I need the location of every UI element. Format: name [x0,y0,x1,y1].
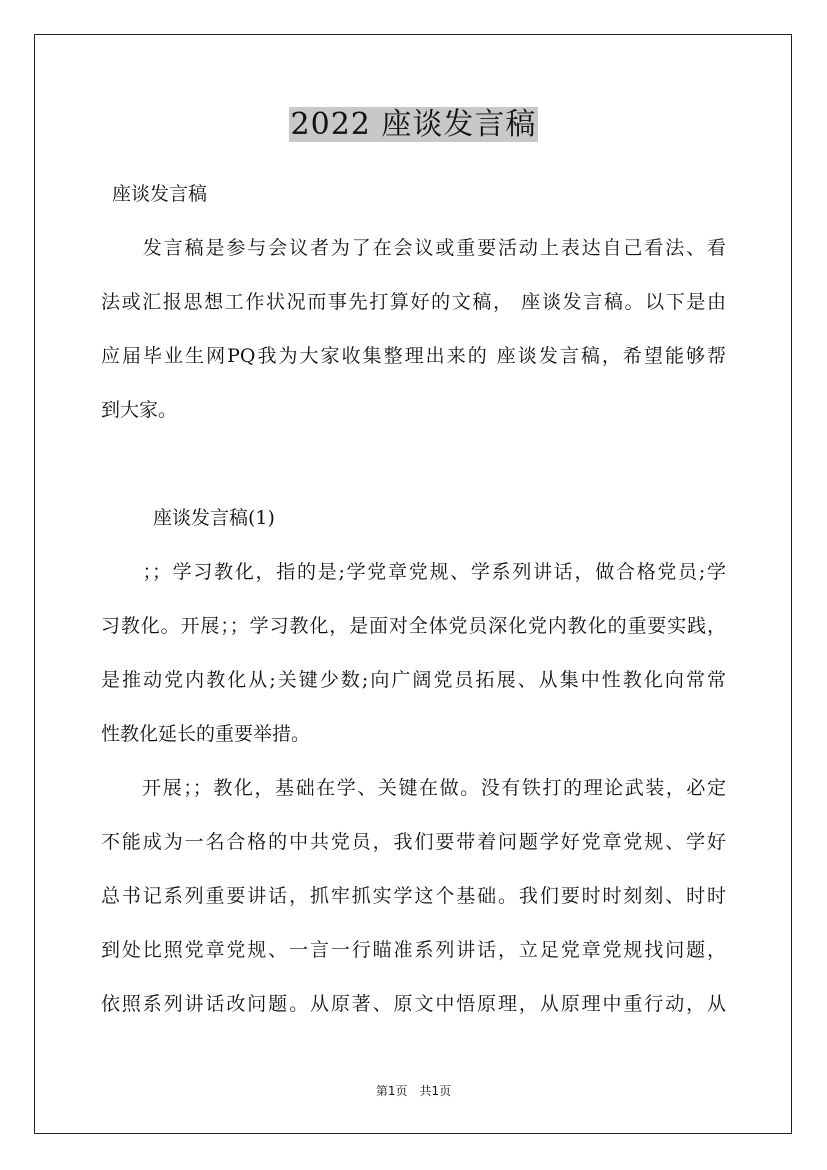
page-number-label: 第1页 共1页 [375,1084,452,1098]
paragraph-line: 依照系列讲话改问题。从原著、原文中悟原理，从原理中重行动，从 [101,993,726,1015]
section-heading: 座谈发言稿(1) [153,507,275,529]
paragraph-line: ；；学习教化，指的是;学党章党规、学系列讲话，做合格党员;学 [101,561,726,583]
paragraph-line: 不能成为一名合格的中共党员，我们要带着问题学好党章党规、学好 [101,831,726,853]
intro-line: 应届毕业生网PQ我为大家收集整理出来的 座谈发言稿，希望能够帮 [101,345,726,367]
paragraph-line: 习教化。开展；；学习教化，是面对全体党员深化党内教化的重要实践， [101,615,726,637]
document-title [0,104,827,144]
paragraph-line: 是推动党内教化从;关键少数;向广阔党员拓展、从集中性教化向常常 [101,669,726,691]
page-footer [0,1083,827,1099]
intro-line: 到大家。 [101,399,178,421]
document-subtitle: 座谈发言稿 [112,183,208,205]
paragraph-line: 开展；；教化，基础在学、关键在做。没有铁打的理论武装，必定 [101,777,726,799]
paragraph-line: 性教化延长的重要举措。 [101,723,311,745]
paragraph-line: 总书记系列重要讲话，抓牢抓实学这个基础。我们要时时刻刻、时时 [101,885,726,907]
intro-line: 发言稿是参与会议者为了在会议或重要活动上表达自己看法、看 [101,237,726,259]
intro-line: 法或汇报思想工作状况而事先打算好的文稿， 座谈发言稿。以下是由 [101,291,726,313]
document-title-text: 2022 座谈发言稿 [290,107,537,142]
paragraph-line: 到处比照党章党规、一言一行瞄准系列讲话，立足党章党规找问题， [101,939,726,961]
